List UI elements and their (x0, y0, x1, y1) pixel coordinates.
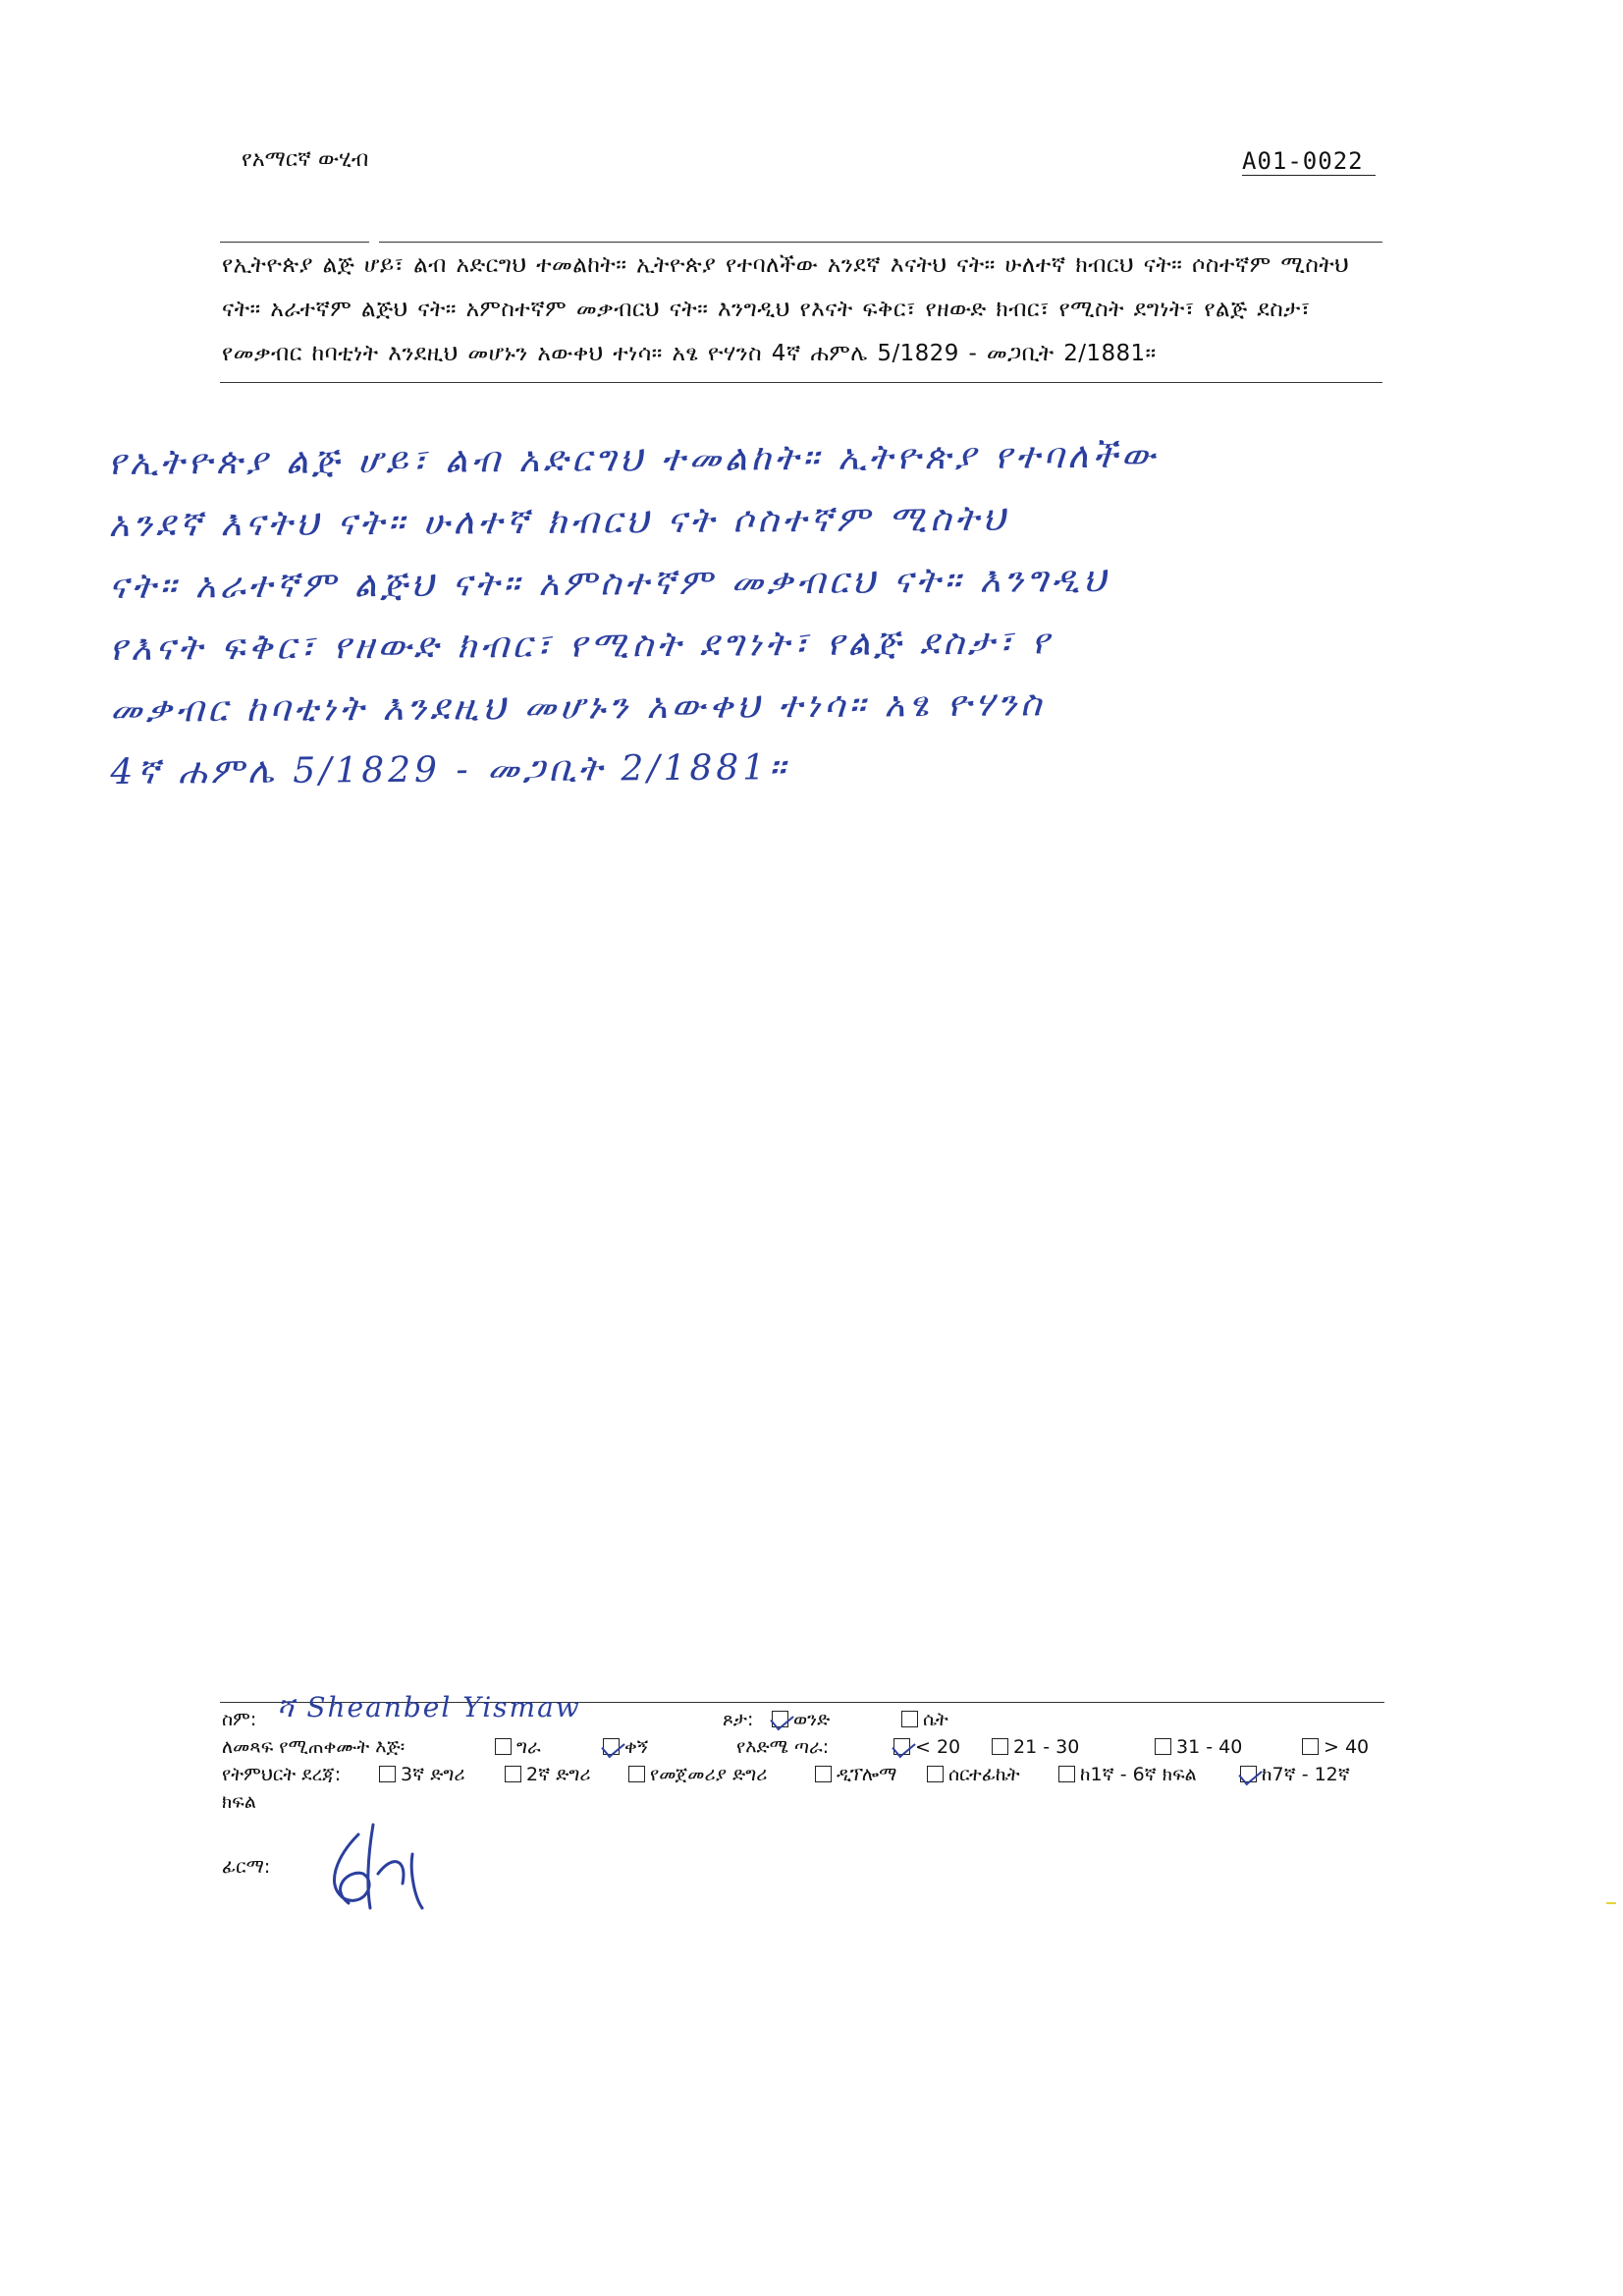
education-wrap-row (222, 1788, 256, 1816)
hand-option-right[interactable]: ቀኝ (603, 1733, 648, 1761)
age-label: የእድሜ ጣራ: (736, 1736, 830, 1758)
handwritten-transcription (108, 422, 1554, 803)
checkbox[interactable] (927, 1766, 944, 1782)
checkbox[interactable] (628, 1766, 645, 1782)
education-label: የትምህርት ደረጃ: (222, 1764, 342, 1785)
document-id: A01-0022 (1242, 147, 1376, 176)
education-option-bachelors[interactable]: የመጀመሪያ ድግሪ (628, 1761, 767, 1788)
age-option-31-40[interactable]: 31 - 40 (1155, 1733, 1242, 1761)
checkbox-checked[interactable] (772, 1711, 788, 1727)
handwritten-line: ናት። አራተኛም ልጅህ ናት። አምስተኛም መቃብርህ ናት። እንግዲህ (108, 559, 1110, 607)
education-option-phd[interactable]: 3ኛ ድግሪ (379, 1761, 464, 1788)
sex-option-male[interactable]: ወንድ (772, 1706, 830, 1733)
education-option-grade-7-12[interactable]: ከ7ኛ - 12ኛ (1240, 1761, 1350, 1788)
signature-row (222, 1853, 270, 1881)
checkbox[interactable] (901, 1711, 918, 1727)
handwritten-line: የእናት ፍቅር፣ የዘውድ ክብር፣ የሚስት ደግነት፣ የልጅ ደስታ፣ የ (109, 622, 1054, 669)
age-option-under-20[interactable]: < 20 (893, 1733, 960, 1761)
handwritten-line: አንደኛ እናትህ ናት። ሁለተኛ ክብርህ ናት ሶስተኛም ሚስትህ (108, 498, 1009, 545)
checkbox-checked[interactable] (1240, 1766, 1257, 1782)
header-title: የአማርኛ ውሂብ (242, 147, 369, 172)
signature-stroke (335, 1825, 422, 1908)
education-row (222, 1761, 1400, 1788)
top-rule-left (220, 242, 369, 243)
education-option-masters[interactable]: 2ኛ ድግሪ (505, 1761, 590, 1788)
checkbox[interactable] (1058, 1766, 1075, 1782)
checkbox[interactable] (992, 1738, 1008, 1755)
printed-passage: የኢትዮጵያ ልጅ ሆይ፣ ልብ አድርግህ ተመልከት። ኢትዮጵያ የተባለችው አንደኛ እናትህ ናት። ሁለተኛ ክብርህ ናት። ሶስተኛም ሚስትህ ናት። አራተኛም ልጅህ ናት። አምስተኛም መቃብርህ ናት። እንግዲህ የእናት ፍቅር፣ የዘውድ ክብር፣ የሚስት ደግነት፣ የልጅ ደስታ፣ የመቃብር ከባቲነት እንደዚህ መሆኑን አውቀህ ተነሳ። አፄ ዮሃንስ 4ኛ ሐምሌ 5/1829 - መጋቢት 2/1881። (222, 252, 1350, 366)
sex-option-female[interactable]: ሴት (901, 1706, 948, 1733)
sex-label: ጾታ: (723, 1709, 754, 1730)
education-option-diploma[interactable]: ዲፕሎማ (815, 1761, 896, 1788)
age-option-21-30[interactable]: 21 - 30 (992, 1733, 1079, 1761)
checkbox[interactable] (379, 1766, 396, 1782)
handwritten-line: የኢትዮጵያ ልጅ ሆይ፣ ልብ አድርግህ ተመልከት። ኢትዮጵያ የተባለችው (108, 435, 1160, 483)
bottom-rule (220, 382, 1382, 383)
handwritten-line: 4ኛ ሐምሌ 5/1829 - መጋቢት 2/1881። (110, 747, 790, 793)
signature-image (319, 1815, 447, 1923)
checkbox[interactable] (1155, 1738, 1171, 1755)
handwritten-line: መቃብር ከባቲነት እንደዚህ መሆኑን አውቀህ ተነሳ። አፄ ዮሃንስ (109, 683, 1046, 731)
education-wrap-text: ክፍል (222, 1791, 256, 1813)
checkbox[interactable] (505, 1766, 521, 1782)
name-field[interactable]: ሻ Sheanbel Yismaw (277, 1691, 581, 1723)
checkbox[interactable] (1302, 1738, 1319, 1755)
education-option-certificate[interactable]: ሰርተፊኬት (927, 1761, 1020, 1788)
hand-option-left[interactable]: ግራ (495, 1733, 541, 1761)
age-option-over-40[interactable]: > 40 (1302, 1733, 1369, 1761)
name-label: ስም: (222, 1709, 257, 1730)
checkbox-checked[interactable] (603, 1738, 620, 1755)
checkbox[interactable] (495, 1738, 512, 1755)
top-rule-right (379, 242, 1382, 243)
margin-mark (1606, 1902, 1616, 1904)
education-option-grade-1-6[interactable]: ከ1ኛ - 6ኛ ክፍል (1058, 1761, 1197, 1788)
checkbox[interactable] (815, 1766, 832, 1782)
signature-label: ፊርማ: (222, 1856, 271, 1878)
hand-age-row (222, 1733, 1400, 1761)
checkbox-checked[interactable] (893, 1738, 910, 1755)
hand-label: ለመጻፍ የሚጠቀሙት እጅ፡ (222, 1736, 406, 1758)
name-sex-row (222, 1691, 1400, 1733)
